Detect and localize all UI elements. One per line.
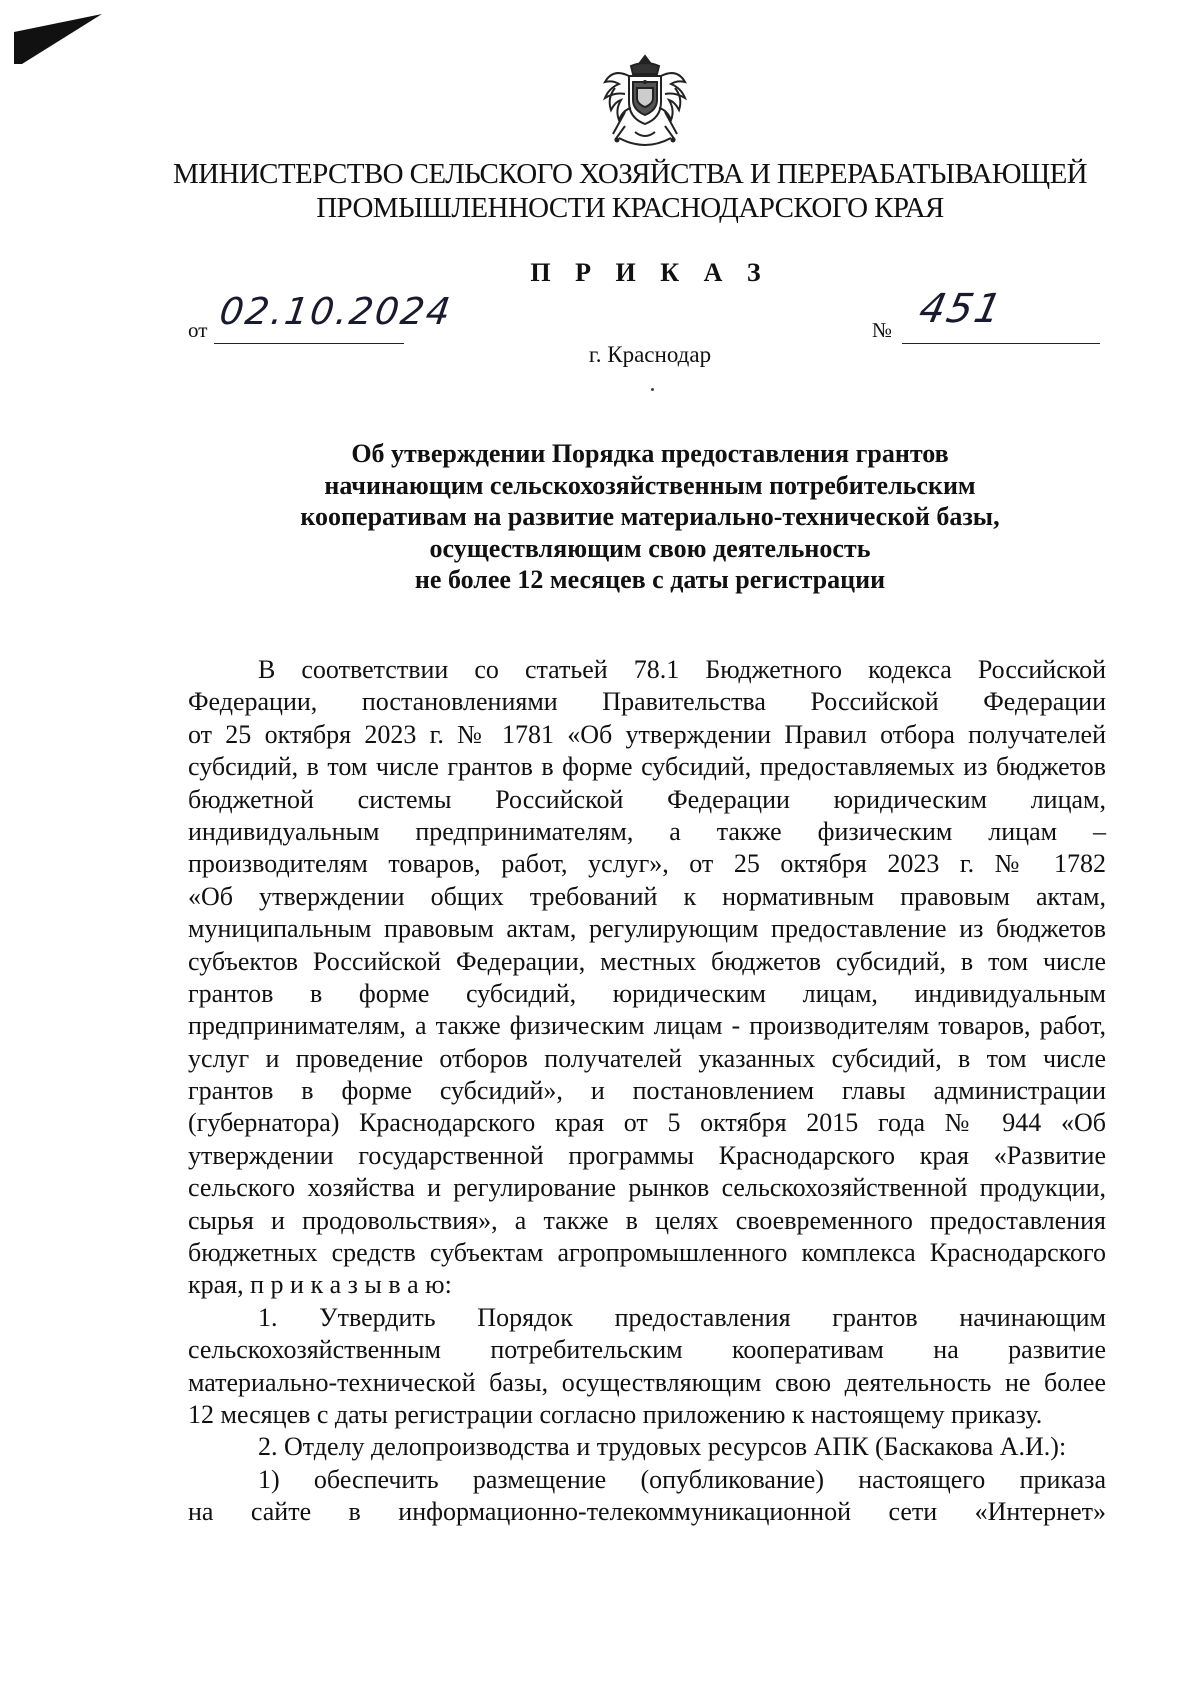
title-line: не более 12 месяцев с даты регистрации — [414, 565, 886, 594]
body-line: грантов в форме субсидий, юридическим лицам, индивидуальным — [188, 978, 1106, 1008]
body-line: субсидий, в том числе грантов в форме субсидий, предоставляемых из бюджетов — [188, 752, 1106, 782]
body-line: услуг и проведение отборов получателей указанных субсидий, в том числе — [188, 1043, 1106, 1073]
body-line: муниципальным правовым актам, регулирующим предоставление из бюджетов — [188, 914, 1106, 944]
body-line: сельскохозяйственным потребительским кооперативам на развитие — [188, 1335, 1106, 1365]
coat-of-arms-icon — [595, 52, 695, 150]
body-line: 12 месяцев с даты регистрации согласно приложению к настоящему приказу. — [188, 1399, 1043, 1429]
body-line: края, п р и к а з ы в а ю: — [188, 1270, 452, 1300]
number-underline — [902, 343, 1100, 344]
handwritten-number: 451 — [915, 286, 1008, 332]
body-line: В соответствии со статьей 78.1 Бюджетного кодекса Российской — [258, 655, 1106, 684]
body-line: бюджетной системы Российской Федерации юридическим лицам, — [188, 784, 1106, 814]
ministry-name — [150, 157, 1110, 225]
body-line: Федерации, постановлениями Правительства Российской Федерации — [188, 687, 1106, 717]
handwritten-date: 02.10.2024 — [216, 290, 455, 333]
body-line: на сайте в информационно-телекоммуникационной сети «Интернет» — [188, 1497, 1106, 1527]
body-line: субъектов Российской Федерации, местных бюджетов субсидий, в том числе — [188, 946, 1106, 976]
date-prefix: от — [188, 318, 208, 342]
number-prefix: № — [872, 318, 893, 342]
date-number-row — [188, 286, 1108, 350]
document-body — [188, 654, 1106, 1529]
document-type: П Р И К А З — [530, 258, 770, 287]
body-line: 1) обеспечить размещение (опубликование) настоящего приказа — [258, 1464, 1106, 1494]
scan-dot — [651, 388, 654, 391]
title-line: осуществляющим свою деятельность — [429, 533, 871, 563]
body-line: сельского хозяйства и регулирование рынков сельскохозяйственной продукции, — [188, 1173, 1106, 1203]
body-line: грантов в форме субсидий», и постановлением главы администрации — [188, 1076, 1106, 1106]
body-line: материально-технической базы, осуществляющим свою деятельность не более — [188, 1367, 1106, 1397]
body-line: (губернатора) Краснодарского края от 5 октября 2015 года № 944 «Об — [188, 1108, 1106, 1138]
city: г. Краснодар — [588, 342, 712, 367]
ministry-name-line-1: МИНИСТЕРСТВО СЕЛЬСКОГО ХОЗЯЙСТВА И ПЕРЕРАБАТЫВАЮЩЕЙ — [172, 158, 1088, 190]
title-line: кооперативам на развитие материально-технической базы, — [300, 502, 1000, 531]
body-line: бюджетных средств субъектам агропромышленного комплекса Краснодарского — [188, 1238, 1106, 1268]
body-line: производителям товаров, работ, услуг», от 25 октября 2023 г. № 1782 — [188, 849, 1106, 879]
ministry-name-line-2: ПРОМЫШЛЕННОСТИ КРАСНОДАРСКОГО КРАЯ — [316, 192, 944, 224]
body-line: «Об утверждении общих требований к нормативным правовым актам, — [188, 881, 1106, 911]
body-line: сырья и продовольствия», а также в целях своевременного предоставления — [188, 1205, 1106, 1235]
body-line: 1. Утвердить Порядок предоставления грантов начинающим — [258, 1302, 1106, 1332]
title-line: Об утверждении Порядка предоставления грантов — [351, 439, 949, 468]
document-title — [230, 438, 1070, 596]
body-line: от 25 октября 2023 г. № 1781 «Об утверждении Правил отбора получателей — [188, 719, 1106, 749]
body-line: утверждении государственной программы Краснодарского края «Развитие — [188, 1140, 1106, 1170]
corner-scan-mark — [14, 14, 102, 64]
title-line: начинающим сельскохозяйственным потребительским — [324, 470, 976, 500]
body-line: предпринимателям, а также физическим лицам - производителям товаров, работ, — [188, 1011, 1106, 1041]
body-line: индивидуальным предпринимателям, а также физическим лицам – — [188, 816, 1106, 846]
date-underline — [214, 343, 404, 344]
body-line: 2. Отделу делопроизводства и трудовых ресурсов АПК (Баскакова А.И.): — [258, 1432, 1067, 1462]
